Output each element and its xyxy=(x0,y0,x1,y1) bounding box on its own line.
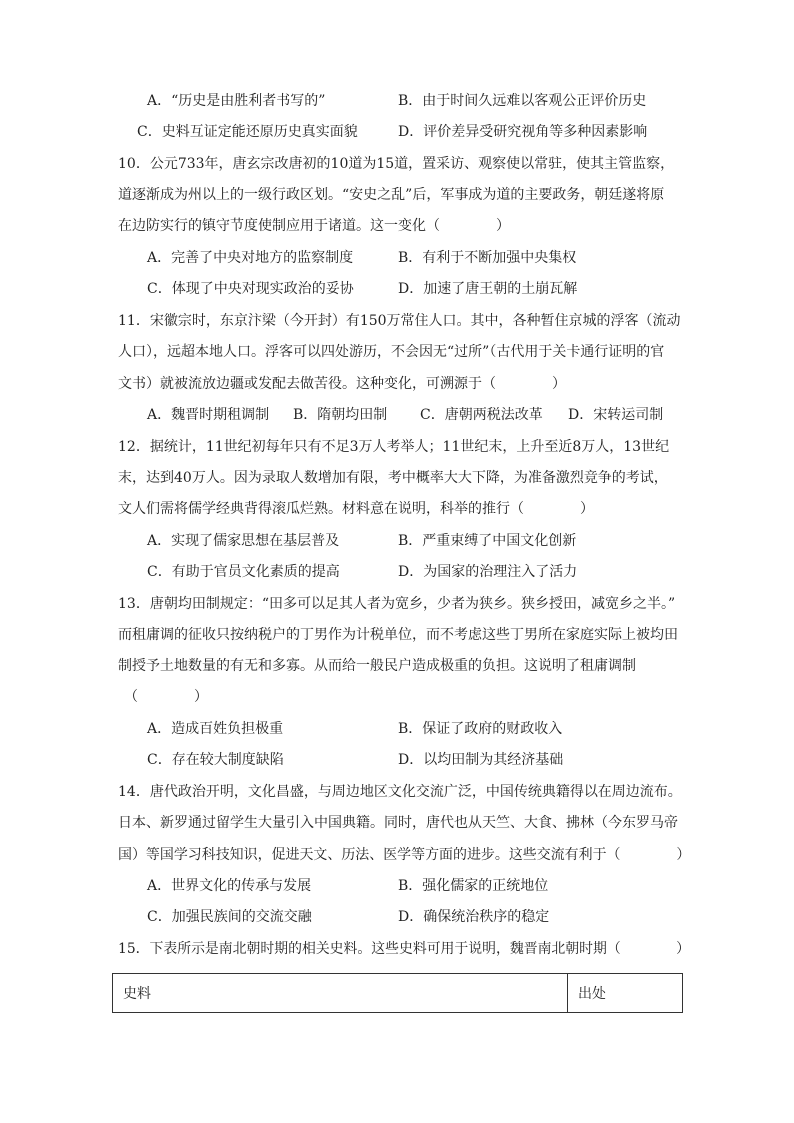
text-line-q9-a: A．“历史是由胜利者书写的” xyxy=(147,93,326,109)
table-header-cell-source xyxy=(113,974,568,1012)
text-line-q10-a: A．完善了中央对地方的监察制度 xyxy=(147,250,354,266)
text-line-q13-c: C．存在较大制度缺陷 xyxy=(147,752,284,768)
text-line-q13-l3: 制授予土地数量的有无和多寡。从而给一般民户造成极重的负担。这说明了租庸调制 xyxy=(118,658,636,674)
text-line-q12-l2: 末，达到40万人。因为录取人数增加有限，考中概率大大下降，为准备激烈竞争的考试， xyxy=(118,470,668,486)
text-line-q13-l2: 而租庸调的征收只按纳税户的丁男作为计税单位，而不考虑这些丁男所在家庭实际上被均田 xyxy=(118,627,678,643)
table-header-origin-label: 出处 xyxy=(578,986,606,1002)
text-line-q9-c: C．史料互证定能还原历史真实面貌 xyxy=(137,124,358,140)
text-line-q13-l4: （ ） xyxy=(124,689,208,705)
text-line-q11-d: D．宋转运司制 xyxy=(568,407,664,423)
text-line-q11-a: A．魏晋时期租调制 xyxy=(147,407,270,423)
text-line-q10-b: B．有利于不断加强中央集权 xyxy=(398,250,577,266)
text-line-q11-l2: 人口），远超本地人口。浮客可以四处游历，不会因无“过所”（古代用于关卡通行证明的官 xyxy=(118,344,665,360)
text-line-q12-a: A．实现了儒家思想在基层普及 xyxy=(147,533,340,549)
text-line-q15-l1: 15．下表所示是南北朝时期的相关史料。这些史料可用于说明，魏晋南北朝时期（ ） xyxy=(118,941,691,957)
text-line-q14-a: A．世界文化的传承与发展 xyxy=(147,878,312,894)
text-line-q14-l3: 国）等国学习科技知识，促进天文、历法、医学等方面的进步。这些交流有利于（ ） xyxy=(118,847,691,863)
text-line-q10-d: D．加速了唐王朝的土崩瓦解 xyxy=(398,281,578,297)
text-line-q10-l1: 10．公元733年，唐玄宗改唐初的10道为15道，置采访、观察使以常驻，使其主管监察， xyxy=(118,156,675,172)
text-line-q9-b: B．由于时间久远难以客观公正评价历史 xyxy=(398,93,647,109)
text-line-q14-l1: 14．唐代政治开明，文化昌盛，与周边地区文化交流广泛，中国传统典籍得以在周边流布。 xyxy=(118,784,682,800)
text-line-q11-l3: 文书）就被流放边疆或发配去做苦役。这种变化，可溯源于（ ） xyxy=(118,376,566,392)
text-line-q11-l1: 11．宋徽宗时，东京汴梁（今开封）有150万常住人口。其中，各种暂住京城的浮客（流动 xyxy=(118,313,681,329)
text-line-q11-c: C．唐朝两税法改革 xyxy=(420,407,543,423)
text-line-q10-c: C．体现了中央对现实政治的妥协 xyxy=(147,281,354,297)
text-line-q14-d: D．确保统治秩序的稳定 xyxy=(398,909,550,925)
text-line-q12-l1: 12．据统计，11世纪初每年只有不足3万人考举人；11世纪末，上升至近8万人，13世纪 xyxy=(118,439,670,455)
text-line-q14-b: B．强化儒家的正统地位 xyxy=(398,878,549,894)
table-header-cell-origin xyxy=(568,974,682,1012)
text-line-q11-b: B．隋朝均田制 xyxy=(293,407,388,423)
text-line-q12-d: D．为国家的治理注入了活力 xyxy=(398,564,578,580)
text-line-q13-a: A．造成百姓负担极重 xyxy=(147,721,284,737)
text-line-q10-l2: 道逐渐成为州以上的一级行政区划。“安史之乱”后，军事成为道的主要政务，朝廷遂将原 xyxy=(118,187,665,203)
text-line-q12-c: C．有助于官员文化素质的提高 xyxy=(147,564,340,580)
source-table xyxy=(112,973,683,1013)
text-line-q9-d: D．评价差异受研究视角等多种因素影响 xyxy=(398,124,648,140)
text-line-q10-l3: 在边防实行的镇守节度使制应用于诸道。这一变化（ ） xyxy=(118,218,510,234)
text-line-q13-d: D．以均田制为其经济基础 xyxy=(398,752,564,768)
text-line-q14-l2: 日本、新罗通过留学生大量引入中国典籍。同时，唐代也从天竺、大食、拂林（今东罗马帝 xyxy=(118,815,678,831)
text-line-q13-b: B．保证了政府的财政收入 xyxy=(398,721,563,737)
text-line-q14-c: C．加强民族间的交流交融 xyxy=(147,909,312,925)
table-header-source-label: 史料 xyxy=(123,986,151,1002)
text-line-q12-l3: 文人们需将儒学经典背得滚瓜烂熟。材料意在说明，科举的推行（ ） xyxy=(118,501,594,517)
text-line-q13-l1: 13．唐朝均田制规定：“田多可以足其人者为宽乡，少者为狭乡。狭乡授田，减宽乡之半。” xyxy=(118,596,676,612)
text-line-q12-b: B．严重束缚了中国文化创新 xyxy=(398,533,577,549)
